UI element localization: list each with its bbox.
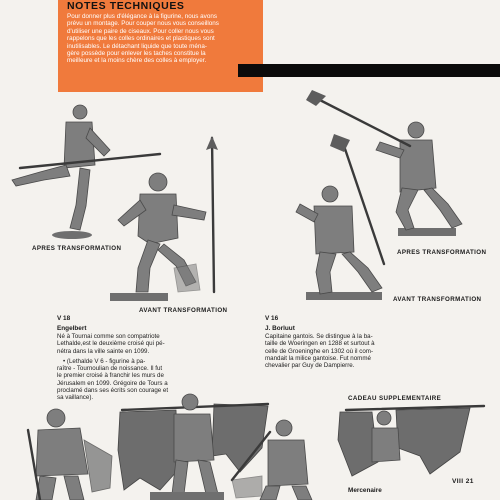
- notes-line: gère possède pour enlever les taches constitue la: [67, 50, 206, 58]
- bonus-partial-caption: Mercenaire: [348, 487, 382, 494]
- item-code: V 16: [265, 315, 279, 322]
- knight-spear-figure: [110, 136, 218, 301]
- bonus-banner-figure: [338, 406, 484, 476]
- note-line: raître - Tournoulian de noissance. Il fut: [57, 365, 163, 373]
- notes-line: rappelons que les colles ordinaires et plastiques sont: [67, 35, 215, 43]
- notes-line: meilleure et la moins chère des colles à employer.: [67, 57, 207, 65]
- text-line: Capitaine gantois. Se distingue à la ba-: [265, 333, 373, 340]
- right-item-description: [265, 315, 465, 369]
- notes-line: inutilisables. Le détachant liquide que toute ména-: [67, 42, 208, 50]
- item-code: V 18: [57, 315, 71, 322]
- bonus-label: CADEAU SUPPLEMENTAIRE: [348, 395, 442, 402]
- text-line: mandait la milice gantoise. Fut nommé: [265, 354, 371, 362]
- text-line: chevalier par Guy de Dampierre.: [265, 362, 355, 370]
- left-item-description: [57, 315, 227, 402]
- knight-running-figure: [12, 105, 160, 239]
- notes-line: d'utiliser une paire de ciseaux. Pour coller nous vous: [67, 27, 214, 35]
- notes-line: Pour donner plus d'élégance à la figurine, nous avons: [67, 13, 217, 20]
- halberd-guard-figure: [296, 134, 384, 300]
- text-line: Lethalde,est le deuxième croisé qui pé-: [57, 340, 165, 348]
- text-line: celle de Groeninghe en 1302 où il com-: [265, 347, 374, 355]
- text-line: Né à Tournai comme son compatriote: [57, 333, 160, 340]
- item-text: [265, 333, 465, 369]
- note-line: le premier croisé à franchir les murs de: [57, 372, 164, 380]
- caption-after-right: APRES TRANSFORMATION: [397, 249, 487, 256]
- item-text: [57, 333, 227, 355]
- item-name: J. Borluut: [265, 325, 295, 332]
- bottom-knight-figure-1: [28, 409, 112, 500]
- notes-title: NOTES TECHNIQUES: [67, 0, 185, 12]
- note-line: sa vaillance).: [57, 394, 94, 402]
- text-line: taille de Woeringen en 1288 et surtout à: [265, 340, 375, 348]
- caption-after-left: APRES TRANSFORMATION: [32, 245, 122, 252]
- note-line: proclamé dans ses écrits son courage et: [57, 387, 169, 395]
- note-line: Jérusalem en 1099. Grégoire de Tours a: [57, 379, 168, 387]
- caption-before-right: AVANT TRANSFORMATION: [393, 296, 482, 303]
- item-note: [57, 358, 227, 402]
- text-line: nétra dans la ville sainte en 1099.: [57, 347, 150, 355]
- notes-line: prévu un montage. Pour couper nous vous conseillons: [67, 20, 219, 28]
- page-number: VIII 21: [452, 478, 474, 485]
- caption-before-left: AVANT TRANSFORMATION: [139, 307, 228, 314]
- note-line: • (Lethalde V 6 - figurine à pa-: [63, 357, 146, 365]
- item-name: Engelbert: [57, 325, 87, 332]
